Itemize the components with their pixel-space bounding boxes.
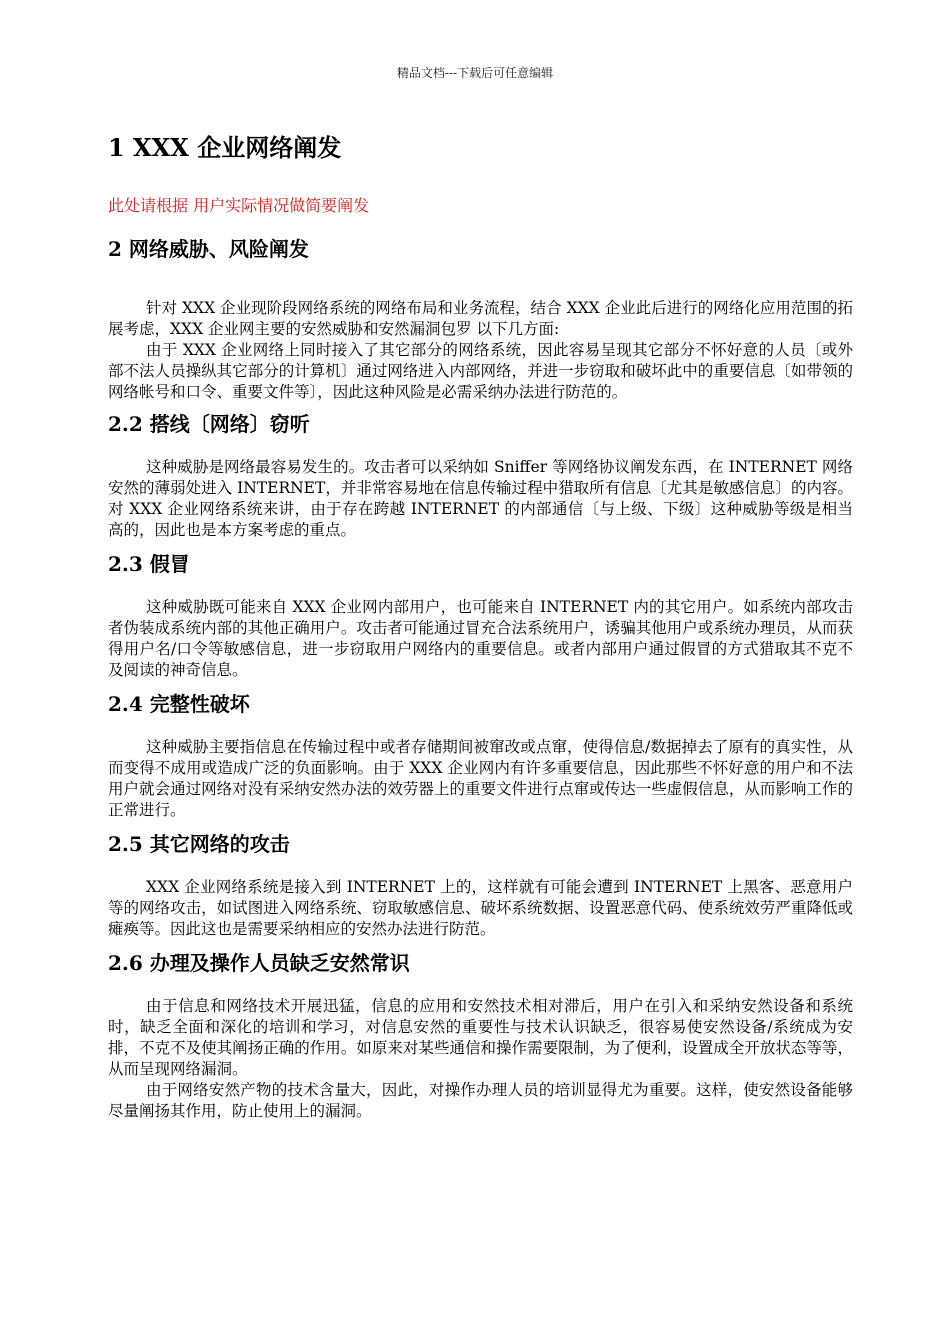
section-heading: 2.3 假冒 (108, 552, 190, 576)
heading-1: 1 XXX 企业网络阐发 (108, 133, 342, 162)
page-header: 精品文档---下载后可任意编辑 (396, 66, 554, 80)
document-body (108, 128, 853, 1122)
paragraph: XXX 企业网络系统是接入到 INTERNET 上的，这样就有可能会遭到 INTERNET 上黑客、恶意用户等的网络攻击，如试图进入网络系统、窃取敏感信息、破坏系统数据、设置恶意代码、使系统效劳严重降低或瘫痪等。因此这也是需要采纳相应的安然办法进行防范。 (108, 878, 853, 938)
paragraph: 由于 XXX 企业网络上同时接入了其它部分的网络系统，因此容易呈现其它部分不怀好意的人员〔或外部不法人员操纵其它部分的计算机〕通过网络进入内部网络，并进一步窃取和破坏此中的重要信息〔如带领的网络帐号和口令、重要文件等〕，因此这种风险是必需采纳办法进行防范的。 (108, 341, 853, 401)
section-heading: 2.6 办理及操作人员缺乏安然常识 (108, 951, 410, 975)
section-intro (108, 298, 853, 403)
section-2-6 (108, 948, 853, 1122)
section-heading: 2.5 其它网络的攻击 (108, 832, 290, 856)
paragraph: 针对 XXX 企业现阶段网络系统的网络布局和业务流程，结合 XXX 企业此后进行的网络化应用范围的拓展考虑，XXX 企业网主要的安然威胁和安然漏洞包罗 以下几方面: (108, 299, 853, 338)
red-note: 此处请根据 用户实际情况做简要阐发 (108, 196, 370, 215)
paragraph: 这种威胁是网络最容易发生的。攻击者可以采纳如 Sniffer 等网络协议阐发东西，在 INTERNET 网络安然的薄弱处进入 INTERNET，并非常容易地在信息传输过程中猎取所有信息〔尤其是敏感信息〕的内容。对 XXX 企业网络系统来讲，由于存在跨越 INTERNET 的内部通信〔与上级、下级〕这种威胁等级是相当高的，因此也是本方案考虑的重点。 (108, 458, 853, 539)
section-2-3 (108, 549, 853, 681)
section-2-2 (108, 409, 853, 541)
section-2-4 (108, 689, 853, 821)
heading-2: 2 网络威胁、风险阐发 (108, 237, 309, 261)
section-heading: 2.2 搭线〔网络〕窃听 (108, 412, 310, 436)
section-heading: 2.4 完整性破坏 (108, 692, 250, 716)
paragraph: 由于信息和网络技术开展迅猛，信息的应用和安然技术相对滞后，用户在引入和采纳安然设备和系统时，缺乏全面和深化的培训和学习，对信息安然的重要性与技术认识缺乏，很容易使安然设备/系统成为安排，不克不及使其阐扬正确的作用。如原来对某些通信和操作需要限制，为了便利，设置成全开放状态等等，从而呈现网络漏洞。 (108, 997, 853, 1078)
paragraph: 这种威胁主要指信息在传输过程中或者存储期间被窜改或点窜，使得信息/数据掉去了原有的真实性，从而变得不成用或造成广泛的负面影响。由于 XXX 企业网内有许多重要信息，因此那些不怀好意的用户和不法用户就会通过网络对没有采纳安然办法的效劳器上的重要文件进行点窜或传达一些虚假信息，从而影响工作的正常进行。 (108, 738, 853, 819)
section-2-5 (108, 829, 853, 940)
paragraph: 由于网络安然产物的技术含量大，因此，对操作办理人员的培训显得尤为重要。这样，使安然设备能够尽量阐扬其作用，防止使用上的漏洞。 (108, 1081, 853, 1120)
paragraph: 这种威胁既可能来自 XXX 企业网内部用户，也可能来自 INTERNET 内的其它用户。如系统内部攻击者伪装成系统内部的其他正确用户。攻击者可能通过冒充合法系统用户，诱骗其他用户或系统办理员，从而获得用户名/口令等敏感信息，进一步窃取用户网络内的重要信息。或者内部用户通过假冒的方式猎取其不克不及阅读的神奇信息。 (108, 598, 853, 679)
